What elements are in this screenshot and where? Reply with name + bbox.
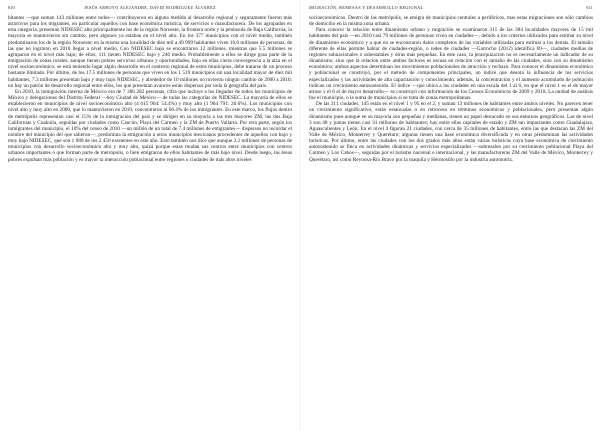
left-body-text — [8, 15, 292, 427]
left-paragraph-2: En 2010, la inmigración interna de México era de 7 386 282 personas, cifra que incluye a los llegados de todos los municipios de México y delegaciones del Distrito Federal —hoy Ciudad de México— de todas las categorías de NIDESEC. La mayoría de ellos se establecieron en municipios de nivel socioeconómico alto (4 015 904: 54.4%) y muy alto (1 964 791: 26.6%). Los municipios con nivel alto y muy alto en 2000, que lo mantuvieron en 2010, concentraron al 66.4% de los inmigrantes. En este marco, los flujos dentro de metrópolis representan casi el 15% de la inmigración del país y se dirigen en su mayoría a las tres mayores ZM, las dos Baja Californias y Coahuila, seguidas por ciudades como Cancún, Playa del Carmen y la ZM de Puerto Vallarta. Por otra parte, según los inmigrantes del municipio, el 10% del censo de 2010 —un millón de un total de 7.4 millones de emigrantes— dispersos no recordar el nombre del municipio del que salieron—, predomina la emigración a otros municipios mexicanos procedentes de aquellos con bajo y muy bajo NIDESEC, que son 1 980 de los 2 456 existentes en este año. Esto también nos dice que aunque 3.2 millones de personas de municipios con desarrollo socioeconómico alto y muy alto, quizá porque estas mudan sus centros entre municipios con centros urbanos importantes o que forman parte de metrópolis, o bien emigraron de ellos habitantes de más bajo nivel. Desde luego, las áreas pobres expulsan más población y es mayor la interacción poblacional entre regiones o ciudades de más altos niveles — [8, 88, 292, 163]
left-running-head — [8, 5, 292, 13]
left-page-number: 610 — [8, 5, 15, 10]
left-paragraph-1: bitantes —que suman 143 millones entre todos— contribuyeron en alguna medida al desarrollo regional y seguramente fueron más atractivos para los migrantes, en particular aquellos con base económica turística, de servicios o manufacturera. De los agrupados en esta categoría, presentan NIDESEC alto principalmente los de la región Noroeste, la frontera norte y la península de Baja California; la mayoría se mantuvieron sin cambio, pero algunos ya estaban en el nivel alto. En los 377 municipios con el nivel medio, también predominaron los de la región Noroeste; en la misma una localidad de diez mil a 49 999 habitantes viven 16.6 millones de personas, de las que no lograron en 2010 llegar a nivel medio. Con NIDESEC bajo se encontraron 12 millones, mientras que 5.5 millones se agruparon en el nivel más bajo; de ellos, 111 tienen NIDESEC bajo y 246 medio. Probablemente a ellos se dirige gran parte de la emigración de zonas rurales, aunque tienen pobres servicios urbanos y oportunidades, bajo en ellas cierta convergencia a la alza en el nivel socioeconómico; se está teniendo lugar algún desarrollo en el contexto regional de estos municipios, debe tratarse de un proceso bastante limitado. Por último, de los 17.5 millones de personas que viven en los 1 519 municipios sin una localidad mayor de diez mil habitantes, 7.3 millones presentan bajo y muy bajo NIDESEC, y alrededor de 10 millones no tuvieron ningún cambio de 2000 a 2010; no hay un patrón de desarrollo regional entre ellos, los que presentan avances están dispersos por toda la geografía del país. — [8, 15, 292, 89]
right-page — [309, 0, 593, 431]
right-page-number: 611 — [586, 5, 593, 10]
right-paragraph-2: Para conocer la relación entre dinamismo urbano y migración se examinaron 311 de las 384 localidades mayores de 15 mil habitantes del país —en 2010 casi 79 millones de personas viven en ciudades—, debido a los criterios utilizados para estimar su nivel de dinamismo económico y a que no se encontraron datos completos de las variables utilizadas para estimar a los demás. El tamaño diferente de ellas permite hablar de ciudades-región, o redes de ciudades —Garrocho (2012) identifica 69—, ciudades medias de regiones subnacionales o subestatales y otras más pequeñas. En este caso, la jerarquización no es necesariamente un indicador de su dinamismo, sino que la relación entre ambos factores es escasa en relación con el tamaño de las ciudades, sino con su dinamismo económico; ambos aspectos determinan los movimientos poblacionales de atracción y rechazo. Para conocer el dinamismo económico y poblacional se construyó, por el método de componentes principales, un índice que denota la influencia de los servicios especializados y las actividades de alta capacitación y conocimiento; además, la concentración y el aumento acumulado de población indican un crecimiento autosostenido. El índice —que ubica a las ciudades en una escala del 1 al 6, en que el nivel 1 es el de mayor atraso y el 6 el de mayor desarrollo— se construyó con información de los Censos Económicos de 2009 y 2010. La unidad de análisis fue el municipio, o la suma de municipios si se trata de zonas metropolitanas. — [309, 27, 593, 102]
right-paragraph-3: De las 311 ciudades, 145 están en el nivel 1 y 95 en el 2, y suman 13 millones de habitantes entre ambos niveles. No parecen tener un crecimiento significativo, están estancadas o en retroceso en términos económicos y poblacionales, pero presentan algún dinamismo pues aunque en su mayoría son pequeñas y medianas, tienen un papel destacado en sus entornos geográficos. Las de nivel 3 son 48 y juntas tienen casi 31 millones de habitantes; hay entre ellas capitales de estado y ZM tan importantes como Guadalajara, Aguascalientes y León. En el nivel 4 figuran 21 ciudades, con cerca de 35 millones de habitantes, entre las que destacan las ZM del Valle de México, Monterrey y Querétaro; algunas tienen una base económica diversificada y en otras predominan las actividades turísticas. Por último, entre las ciudades con los dos grados más altos están varias turísticas cuya base económica de crecimiento autosostenido se finca en actividades dinámicas y servicios especializados —sobresalen por su crecimiento poblacional Playa del Carmen y Los Cabos—, seguidas por el turismo nacional e internacional, y las manufactureras ZM del Valle de México, Monterrey y Querétaro, así como Reynosa-Río Bravo por la maquila y Hermosillo por la industria automotriz. — [309, 101, 593, 163]
right-paragraph-1: socioeconómicos. Dentro de las metrópolis, se emigra de municipios centrales a periféricos, mas estas migraciones son sólo cambios de domicilio en la misma zona urbana. — [309, 15, 593, 28]
right-body-text — [309, 15, 593, 427]
right-running-head — [309, 5, 593, 13]
left-page — [8, 0, 292, 431]
page-gutter — [299, 0, 301, 431]
left-running-title: JESÚS ARROYO ALEJANDRE, DAVID RODRÍGUEZ ÁLVAREZ — [84, 5, 216, 10]
right-running-title: MIGRACIÓN, REMESAS Y DESARROLLO REGIONAL — [309, 5, 424, 10]
